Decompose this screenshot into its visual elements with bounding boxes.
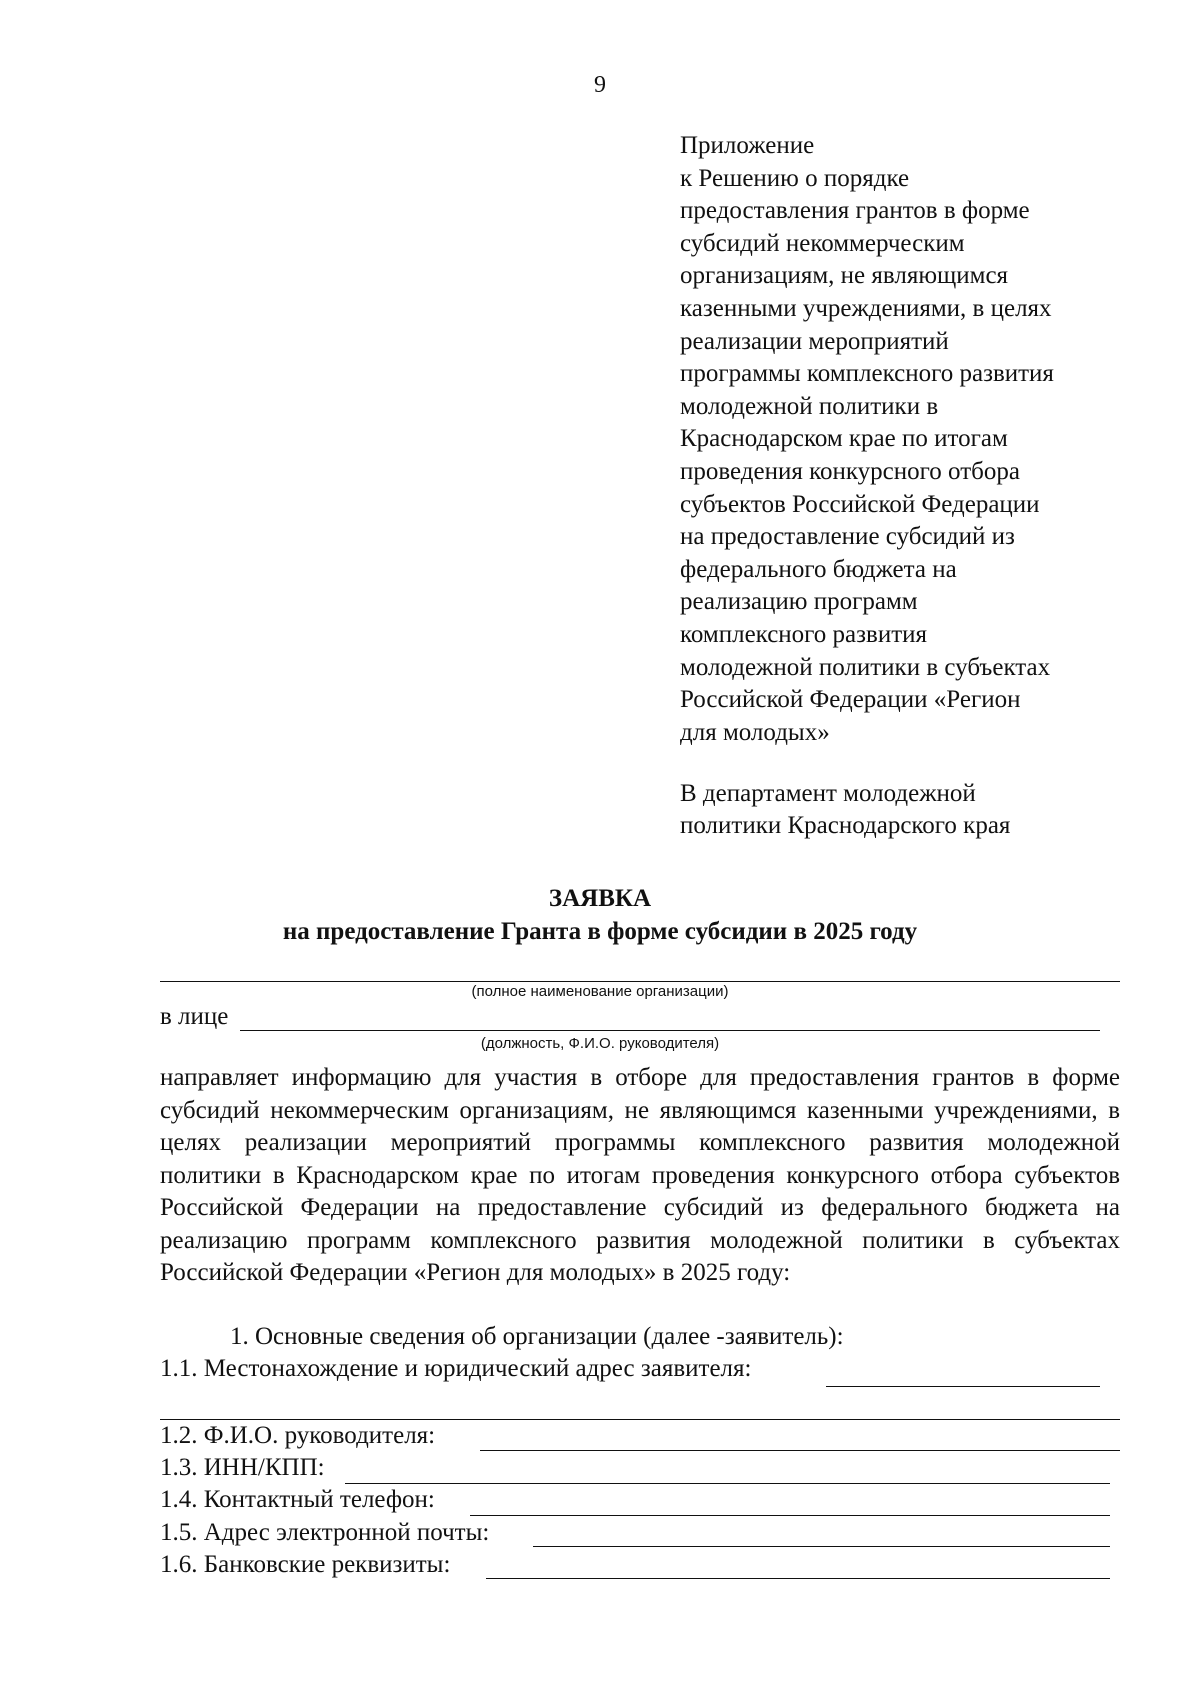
- appendix-line: реализации мероприятий: [680, 327, 949, 355]
- inn-kpp-line[interactable]: [345, 1483, 1110, 1484]
- appendix-line: Приложение: [680, 132, 815, 159]
- appendix-line: реализацию программ: [680, 588, 918, 616]
- org-name-caption: (полное наименование организации): [471, 983, 729, 1000]
- addressee-line: В департамент молодежной: [680, 780, 976, 807]
- document-subtitle: на предоставление Гранта в форме субсидии в 2025 году: [282, 918, 918, 945]
- represented-by-label: в лице: [160, 1003, 229, 1030]
- addressee-line: политики Краснодарского края: [680, 812, 1011, 839]
- appendix-line: комплексного развития: [680, 620, 928, 648]
- appendix-line: Российской Федерации «Регион: [680, 686, 1021, 714]
- appendix-line: предоставления грантов в форме: [680, 197, 1030, 225]
- head-name-label: 1.2. Ф.И.О. руководителя:: [160, 1422, 436, 1449]
- appendix-line: Краснодарском крае по итогам: [680, 425, 1008, 453]
- appendix-line: молодежной политики в: [680, 392, 939, 420]
- appendix-line: субъектов Российской Федерации: [680, 490, 1040, 518]
- appendix-line: программы комплексного развития: [680, 360, 1054, 388]
- bank-details-line[interactable]: [486, 1578, 1110, 1579]
- email-line[interactable]: [533, 1546, 1110, 1547]
- phone-line[interactable]: [470, 1515, 1110, 1516]
- inn-kpp-label: 1.3. ИНН/КПП:: [160, 1454, 325, 1481]
- appendix-line: казенными учреждениями, в целях: [680, 294, 1052, 322]
- address-line-continued[interactable]: [160, 1419, 1120, 1420]
- head-name-line[interactable]: [480, 1450, 1120, 1451]
- address-label: 1.1. Местонахождение и юридический адрес заявителя:: [160, 1355, 752, 1382]
- org-name-line[interactable]: [160, 981, 1120, 982]
- appendix-line: на предоставление субсидий из: [680, 523, 1015, 551]
- page-number: 9: [594, 72, 606, 98]
- appendix-line: субсидий некоммерческим: [680, 229, 965, 257]
- appendix-line: федерального бюджета на: [680, 555, 957, 583]
- appendix-line: молодежной политики в субъектах: [680, 653, 1051, 681]
- head-position-line[interactable]: [240, 1030, 1100, 1031]
- appendix-line: к Решению о порядке: [680, 164, 910, 192]
- address-line[interactable]: [826, 1386, 1100, 1387]
- document-title: ЗАЯВКА: [548, 885, 652, 912]
- head-position-caption: (должность, Ф.И.О. руководителя): [480, 1035, 720, 1052]
- addressee-block: [680, 778, 1160, 842]
- email-label: 1.5. Адрес электронной почты:: [160, 1519, 490, 1546]
- appendix-block: [680, 130, 1160, 749]
- appendix-line: для молодых»: [680, 718, 830, 746]
- appendix-line: организациям, не являющимся: [680, 262, 1009, 290]
- body-paragraph: направляет информацию для участия в отборе для предоставления грантов в форме субсидий некоммерческим организациям, не являющимся казенными учреждениями, в целях реализации мероприятий программы комплексного развития молодежной политики в Краснодарском крае по итогам проведения конкурсного отбора субъектов Российской Федерации на предоставление субсидий из федерального бюджета на реализацию программ комплексного развития молодежной политики в субъектах Российской Федерации «Регион для молодых» в 2025 году:: [160, 1064, 1120, 1286]
- section-heading: 1. Основные сведения об организации (далее -заявитель):: [230, 1323, 844, 1350]
- phone-label: 1.4. Контактный телефон:: [160, 1486, 435, 1513]
- appendix-line: проведения конкурсного отбора: [680, 457, 1020, 485]
- bank-details-label: 1.6. Банковские реквизиты:: [160, 1551, 451, 1578]
